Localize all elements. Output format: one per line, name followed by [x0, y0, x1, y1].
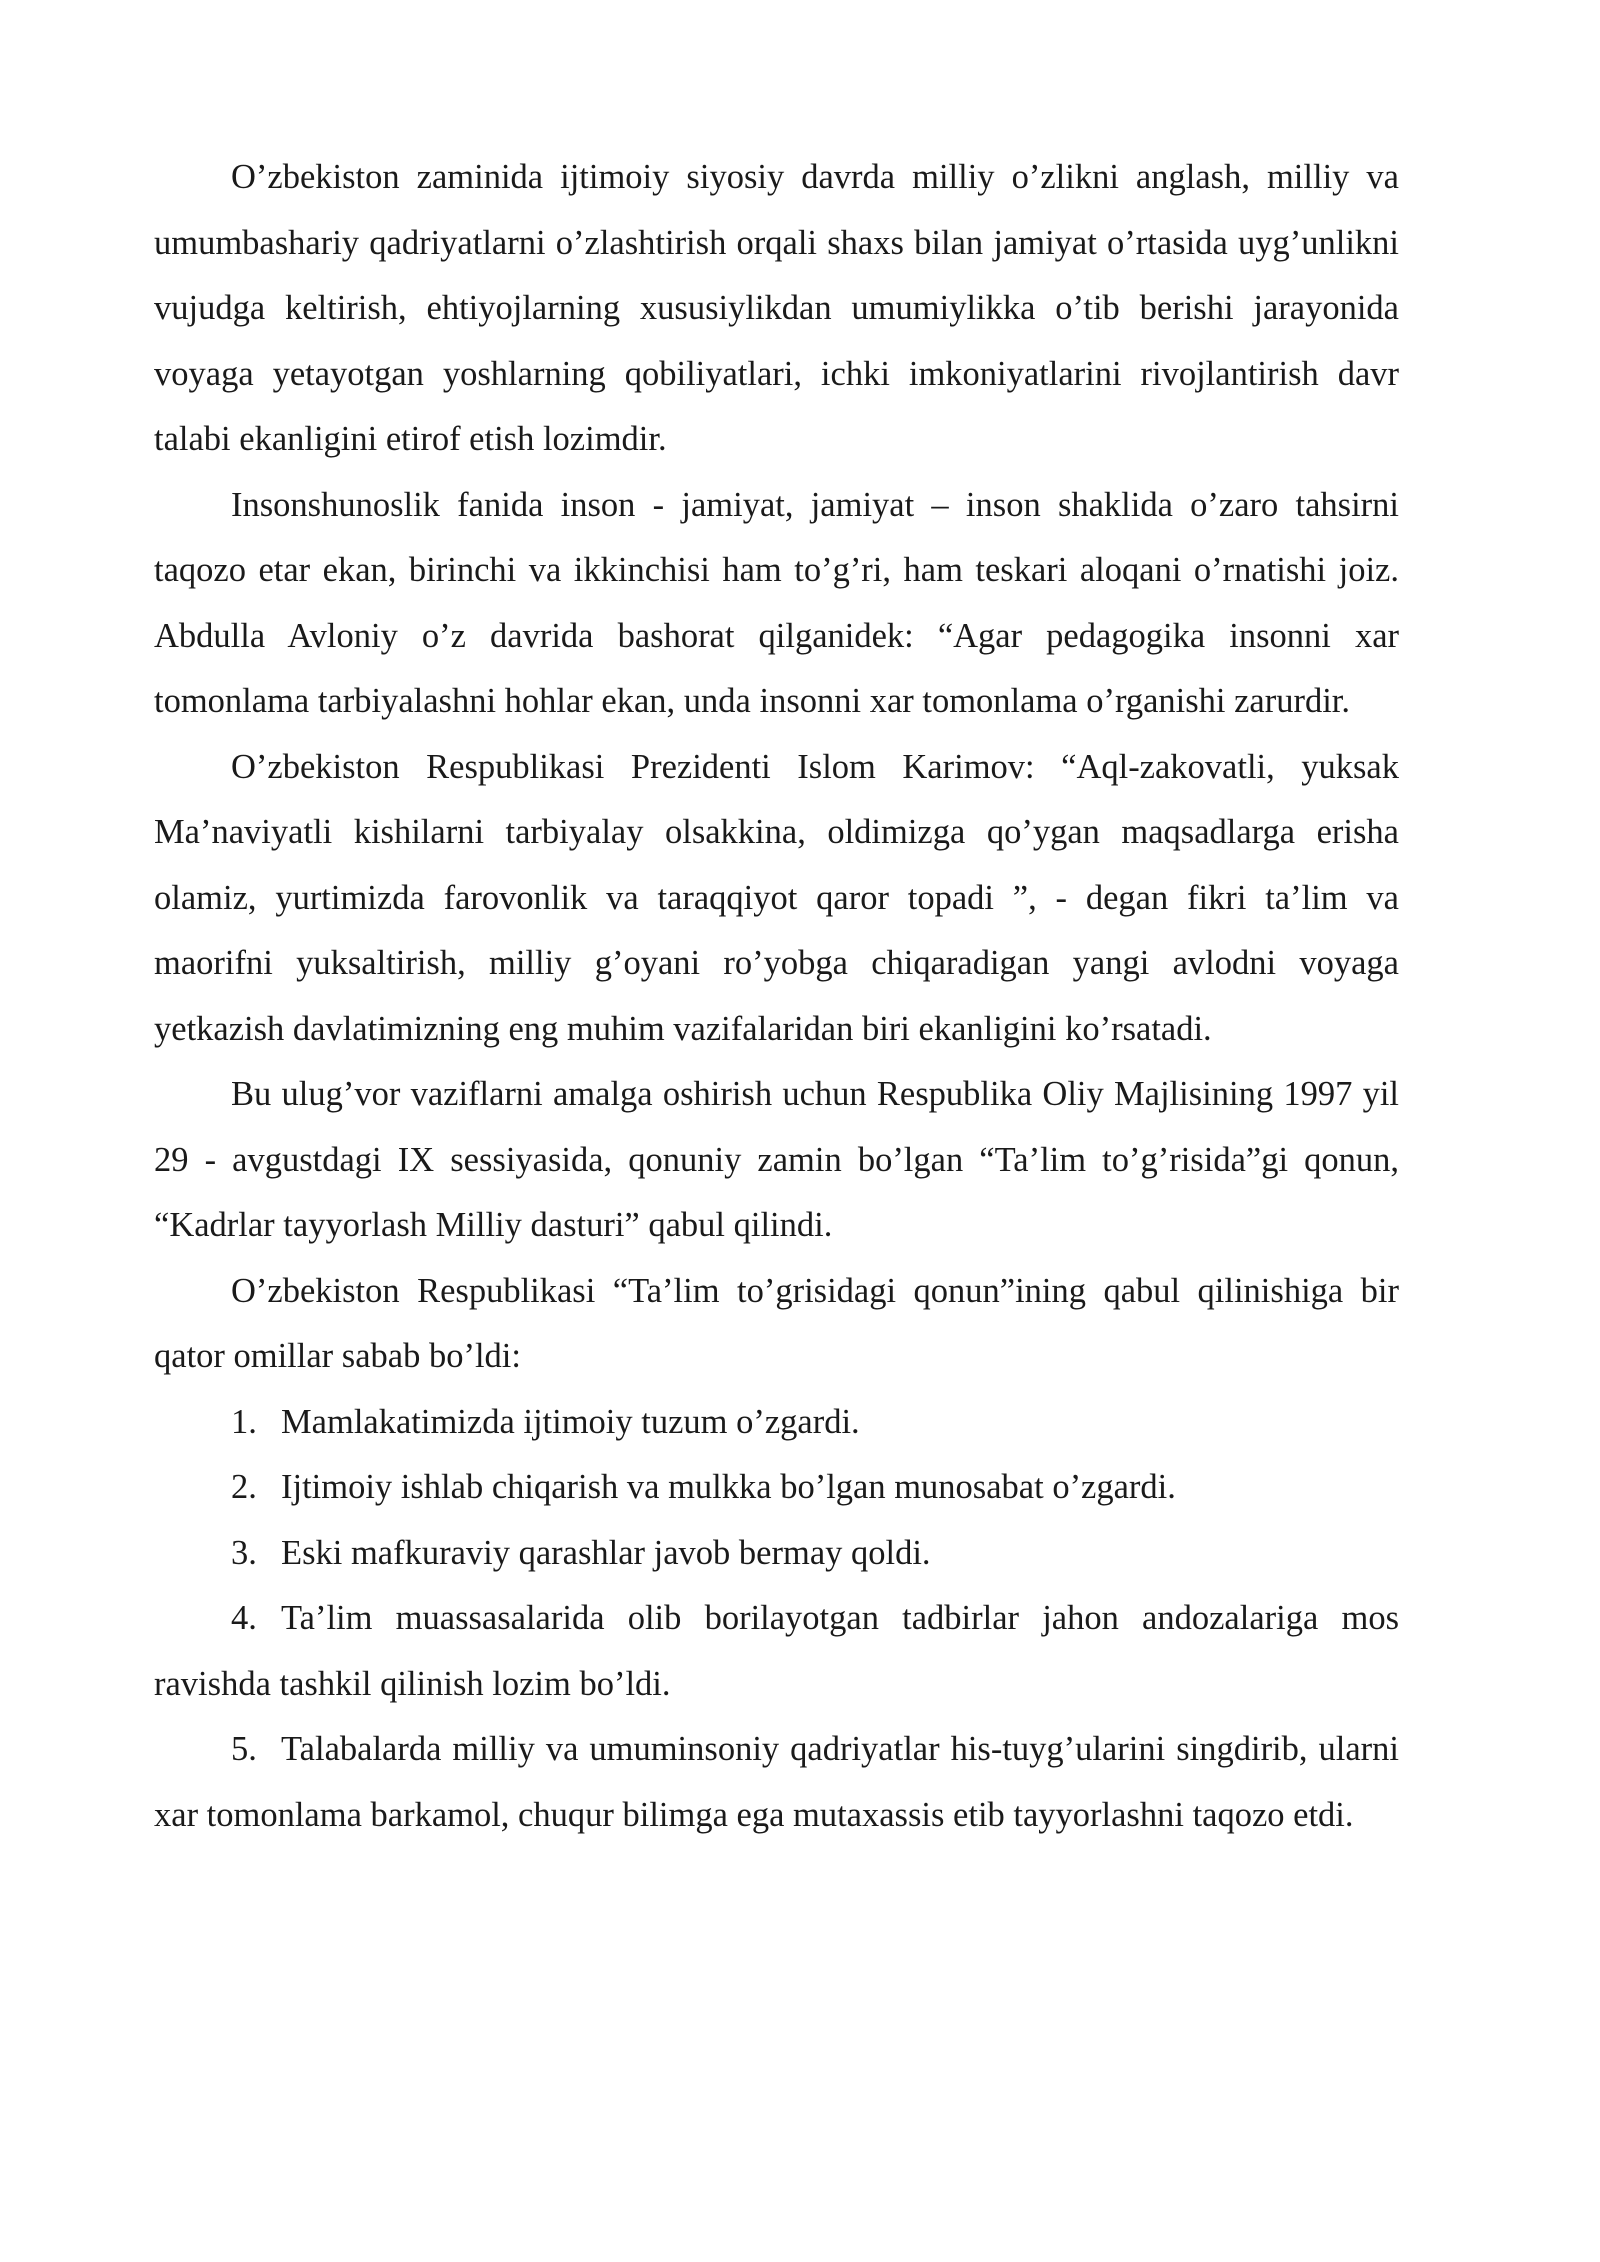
list-item-text: Ijtimoiy ishlab chiqarish va mulkka bo’lgan munosabat o’zgardi.	[281, 1468, 1176, 1506]
list-item-text: Talabalarda milliy va umuminsoniy qadriyatlar his-tuyg’ularini singdirib, ularni xar tomonlama barkamol, chuqur bilimga ega mutaxassis etib tayyorlashni taqozo etdi.	[154, 1730, 1399, 1834]
list-item-text: Eski mafkuraviy qarashlar javob bermay qoldi.	[281, 1533, 931, 1572]
list-item-text: Mamlakatimizda ijtimoiy tuzum o’zgardi.	[281, 1402, 860, 1441]
list-item-number: 2.	[231, 1468, 257, 1506]
list-item	[154, 1521, 1399, 1587]
list-item	[154, 1455, 1399, 1521]
list-item	[154, 1390, 1399, 1456]
paragraph-4: Bu ulug’vor vaziflarni amalga oshirish uchun Respublika Oliy Majlisining 1997 yil 29 - avgustdagi IX sessiyasida, qonuniy zamin bo’lgan “Ta’lim to’g’risida”gi qonun, “Kadrlar tayyorlash Milliy dasturi” qabul qilindi.	[154, 1075, 1399, 1244]
list-item-number: 5.	[231, 1730, 257, 1768]
list-item	[154, 1717, 1399, 1848]
document-page	[154, 145, 1399, 1848]
list-item-number: 1.	[231, 1402, 257, 1441]
paragraph-2: Insonshunoslik fanida inson - jamiyat, jamiyat – inson shaklida o’zaro tahsirni taqozo etar ekan, birinchi va ikkinchisi ham to’g’ri, ham teskari aloqani o’rnatishi joiz. Abdulla Avloniy o’z davrida bashorat qilganidek: “Agar pedagogika insonni xar tomonlama tarbiyalashni hohlar ekan, unda insonni xar tomonlama o’rganishi zarurdir.	[154, 485, 1399, 720]
list-item-number: 3.	[231, 1533, 257, 1572]
paragraph-1: O’zbekiston zaminida ijtimoiy siyosiy davrda milliy o’zlikni anglash, milliy va umumbashariy qadriyatlarni o’zlashtirish orqali shaxs bilan jamiyat o’rtasida uyg’unlikni vujudga keltirish, ehtiyojlarning xususiylikdan umumiylikka o’tib berishi jarayonida voyaga yetayotgan yoshlarning qobiliyatlari, ichki imkoniyatlarini rivojlantirish davr talabi ekanligini etirof etish lozimdir.	[154, 158, 1399, 458]
list-item-number: 4.	[231, 1599, 257, 1637]
list-item-text: Ta’lim muassasalarida olib borilayotgan tadbirlar jahon andozalariga mos ravishda tashkil qilinish lozim bo’ldi.	[154, 1599, 1399, 1703]
list-item	[154, 1586, 1399, 1717]
numbered-list	[154, 1390, 1399, 1849]
paragraph-3: O’zbekiston Respublikasi Prezidenti Islom Karimov: “Aql-zakovatli, yuksak Ma’naviyatli kishilarni tarbiyalay olsakkina, oldimizga qo’ygan maqsadlarga erisha olamiz, yurtimizda farovonlik va taraqqiyot qaror topadi ”, - degan fikri ta’lim va maorifni yuksaltirish, milliy g’oyani ro’yobga chiqaradigan yangi avlodni voyaga yetkazish davlatimizning eng muhim vazifalaridan biri ekanligini ko’rsatadi.	[154, 747, 1399, 1048]
paragraph-5: O’zbekiston Respublikasi “Ta’lim to’grisidagi qonun”ining qabul qilinishiga bir qator omillar sabab bo’ldi:	[154, 1271, 1399, 1375]
